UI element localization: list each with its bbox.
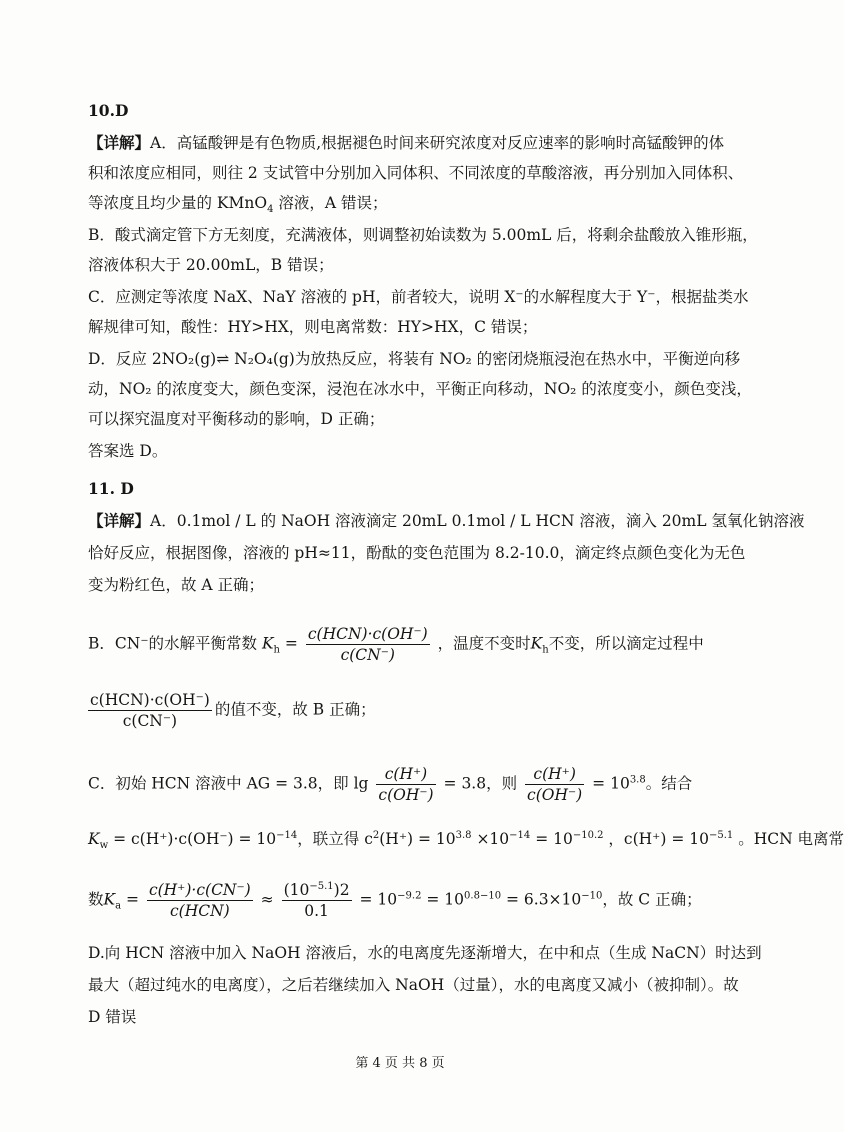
kw-symbol: K	[88, 830, 100, 848]
q11-kw-line	[88, 828, 844, 852]
kb-fraction	[306, 624, 430, 665]
ka-part-1: = 10	[354, 890, 398, 909]
kw-part-4: (H⁺) = 10	[379, 830, 456, 848]
ka-part-2: = 10	[421, 890, 465, 909]
kw-exp-2: 2	[372, 829, 380, 841]
ag-fraction-2	[525, 764, 584, 805]
ka-numerator: c(H⁺)·c(CN⁻)	[148, 881, 251, 899]
kw-part-7: ，c(H⁺) = 10	[603, 830, 709, 848]
ka-denominator: c(HCN)	[169, 902, 230, 920]
kw-part-2: = c(H⁺)·c(OH⁻) = 10	[108, 830, 277, 848]
ka-symbol: K	[103, 890, 116, 909]
q11-ka-line	[88, 880, 728, 921]
ka-approx: ≈	[260, 890, 274, 909]
q10-b-text-1: B．酸式滴定管下方无刻度，充满液体，则调整初始读数为 5.00mL 后，将剩余盐酸放入锥形瓶，	[88, 226, 758, 244]
q10-c-text-2: 解规律可知，酸性：HY>HX，则电离常数：HY>HX，C 错误；	[88, 318, 538, 336]
page-footer: 第 4 页 共 8 页	[355, 1056, 445, 1071]
q11-c-pre: C．初始 HCN 溶液中 AG = 3.8，即 lg	[88, 774, 369, 793]
ka2-num-a: (10	[283, 881, 310, 899]
kb-subscript-2: h	[542, 644, 549, 656]
q11-b-line-1	[88, 624, 728, 665]
q10-answer: 答案选 D。	[88, 442, 168, 460]
ka-subscript: a	[115, 900, 122, 912]
q10-c-text-1: C．应测定等浓度 NaX、NaY 溶液的 pH，前者较大，说明 X⁻的水解程度大于 Y⁻，根据盐类水	[88, 288, 749, 306]
ag2-denominator: c(OH⁻)	[527, 786, 583, 804]
q11-a-text-3: 变为粉红色，故 A 正确；	[88, 576, 265, 594]
q10-d-text-1: D．反应 2NO₂(g)⇌ N₂O₄(g)为放热反应，将装有 NO₂ 的密闭烧瓶浸泡在热水中，平衡逆向移	[88, 350, 741, 368]
ka2-num-exp: −5.1	[309, 880, 334, 892]
kw-part-5: ×10	[471, 830, 510, 848]
ag-fraction	[376, 764, 435, 805]
ka2-denominator: 0.1	[304, 902, 329, 920]
q10-d-text-3: 可以探究温度对平衡移动的影响，D 正确；	[88, 410, 385, 428]
kb-symbol: K	[261, 634, 274, 653]
q10-a-line-3	[88, 192, 728, 214]
kb-symbol-2: K	[530, 634, 543, 653]
ka-fraction	[147, 880, 253, 921]
q10-a-text-3-post: 溶液，A 错误；	[273, 194, 388, 212]
q11-b2-post: 的值不变，故 B 正确；	[214, 700, 376, 719]
kw-exp-5: −10.2	[572, 829, 604, 841]
ka-exp-2: 0.8−10	[464, 890, 502, 902]
ka-equals: =	[121, 890, 139, 909]
q11-d-text-2: 最大（超过纯水的电离度），之后若继续加入 NaOH（过量），水的电离度又减小（被抑制）。故	[88, 976, 739, 994]
ka-pre: 数	[88, 890, 104, 909]
kw-part-3: ，联立得 c	[297, 830, 373, 848]
q11-c-mid-1: = 3.8，则	[443, 774, 518, 793]
q11-b-post-1: ，温度不变时	[437, 634, 531, 653]
q11-d-text-3: D 错误	[88, 1008, 137, 1026]
ka-fraction-2	[282, 880, 352, 921]
q10-d-text-2: 动，NO₂ 的浓度变大，颜色变深，浸泡在冰水中，平衡正向移动，NO₂ 的浓度变小，颜色变浅，	[88, 380, 752, 398]
q11-c-exp: 3.8	[629, 774, 646, 786]
kw-exp-1: −14	[276, 829, 298, 841]
kb-denominator: c(CN⁻)	[340, 646, 395, 664]
ka2-numerator	[282, 880, 352, 900]
q10-b-text-2: 溶液体积大于 20.00mL，B 错误；	[88, 256, 334, 274]
q10-a-kmno4-sub: 4	[267, 204, 274, 216]
q11-heading: 11. D	[88, 479, 134, 498]
q11-c-post: 。结合	[645, 774, 693, 793]
kb2-denominator: c(CN⁻)	[122, 712, 178, 730]
kw-part-6: = 10	[530, 830, 573, 848]
kb-equals: =	[284, 634, 298, 653]
q11-b-line-2	[88, 690, 728, 731]
kw-part-8: 。HCN 电离常	[733, 830, 844, 848]
kw-subscript: w	[99, 840, 109, 852]
ag2-numerator: c(H⁺)	[533, 765, 576, 783]
q11-c-line-1	[88, 764, 728, 805]
ag-denominator: c(OH⁻)	[378, 786, 434, 804]
q11-a-text-1: A．0.1mol / L 的 NaOH 溶液滴定 20mL 0.1mol / L HCN 溶液，滴入 20mL 氢氧化钠溶液	[150, 512, 805, 530]
q10-a-text-1: A．高锰酸钾是有色物质,根据褪色时间来研究浓度对反应速率的影响时高锰酸钾的体	[150, 134, 725, 152]
kw-exp-3: 3.8	[455, 829, 472, 841]
kb2-numerator: c(HCN)·c(OH⁻)	[90, 691, 210, 709]
ka2-num-b: )2	[333, 881, 350, 899]
q11-c-mid-2: = 10	[592, 774, 630, 793]
q11-a-text-2: 恰好反应，根据图像，溶液的 pH≈11，酚酞的变色范围为 8.2-10.0，滴定终点颜色变化为无色	[88, 544, 746, 562]
q10-a-text-2: 积和浓度应相同，则往 2 支试管中分别加入同体积、不同浓度的草酸溶液，再分别加入同体积、	[88, 164, 744, 182]
kw-exp-4: −14	[509, 829, 531, 841]
kw-exp-6: −5.1	[708, 829, 734, 841]
kb-numerator: c(HCN)·c(OH⁻)	[307, 625, 428, 643]
q10-detail-tag: 【详解】	[88, 133, 151, 152]
kb-fraction-2	[88, 690, 212, 731]
kb-subscript: h	[273, 644, 280, 656]
q11-b-pre: B．CN⁻的水解平衡常数	[88, 634, 257, 653]
ka-post: ，故 C 正确；	[602, 890, 702, 909]
q11-d-text-1: D.向 HCN 溶液中加入 NaOH 溶液后，水的电离度先逐渐增大，在中和点（生成 NaCN）时达到	[88, 944, 762, 962]
q10-explanation-a-line-1	[88, 132, 728, 154]
ka-part-3: = 6.3×10	[501, 890, 582, 909]
ka-exp-3: −10	[581, 890, 603, 902]
ag-numerator: c(H⁺)	[384, 765, 428, 783]
ka-exp-1: −9.2	[397, 890, 422, 902]
q11-detail-tag: 【详解】	[88, 511, 151, 530]
q10-heading: 10.D	[88, 101, 129, 120]
q11-b-post-2: 不变，所以滴定过程中	[548, 634, 704, 653]
q11-a-line-1	[88, 510, 805, 532]
q10-a-text-3-pre: 等浓度且均少量的 KMnO	[88, 194, 268, 212]
